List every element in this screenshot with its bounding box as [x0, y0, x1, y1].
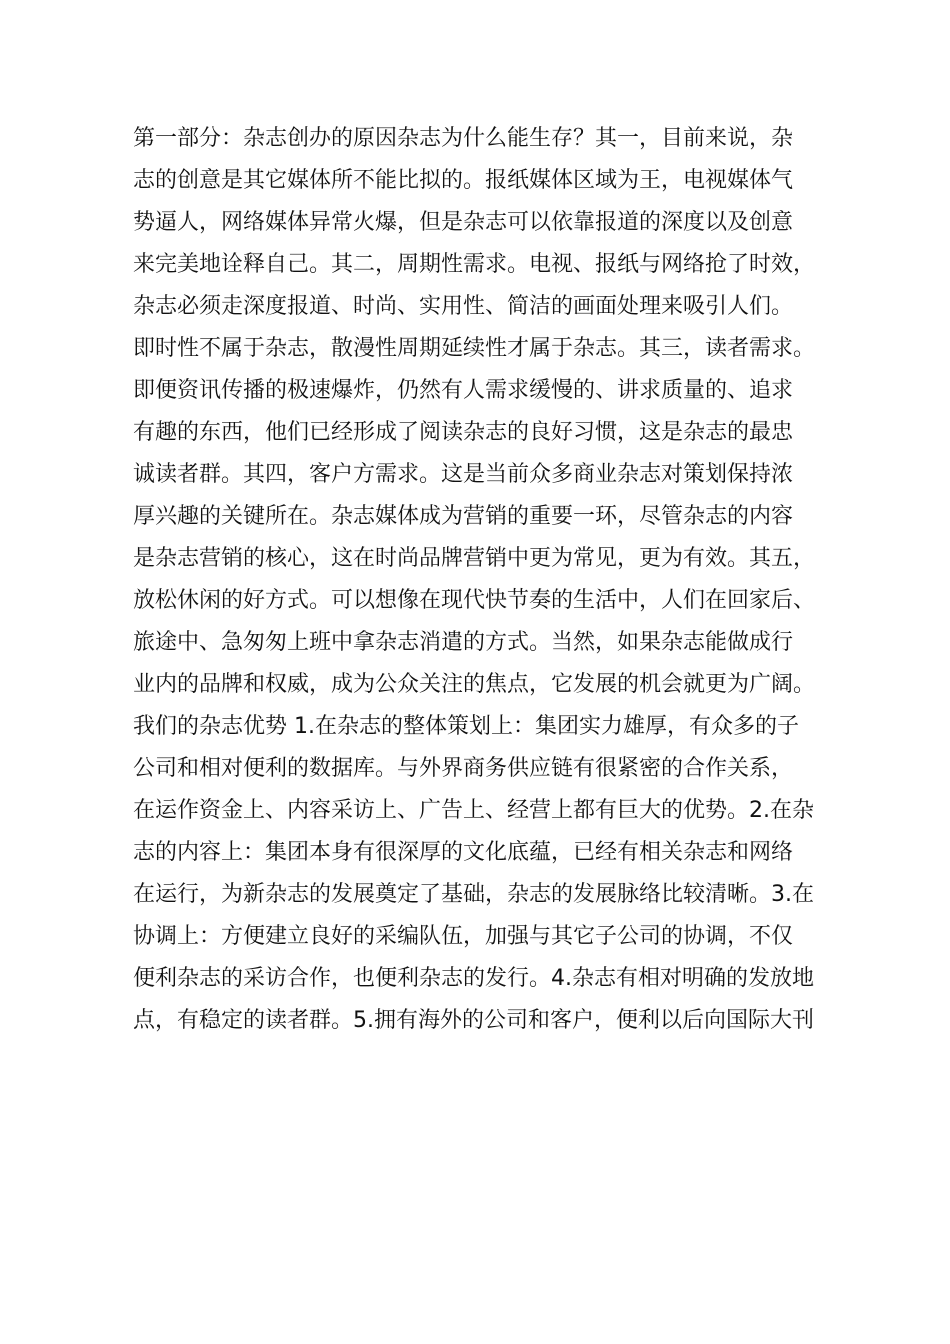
- text-line: 公司和相对便利的数据库。与外界商务供应链有很紧密的合作关系，: [133, 756, 794, 781]
- text-line: 在运行，为新杂志的发展奠定了基础，杂志的发展脉络比较清晰。3.在: [133, 882, 814, 907]
- text-line: 势逼人，网络媒体异常火爆，但是杂志可以依靠报道的深度以及创意: [133, 210, 794, 235]
- text-line: 协调上：方便建立良好的采编队伍，加强与其它子公司的协调，不仅: [133, 924, 794, 949]
- text-line: 即便资讯传播的极速爆炸，仍然有人需求缓慢的、讲求质量的、追求: [133, 378, 794, 403]
- text-line: 杂志必须走深度报道、时尚、实用性、简洁的画面处理来吸引人们。: [133, 294, 794, 319]
- text-line: 志的创意是其它媒体所不能比拟的。报纸媒体区域为王，电视媒体气: [133, 168, 794, 193]
- text-line: 第一部分：杂志创办的原因杂志为什么能生存？其一，目前来说，杂: [133, 126, 794, 151]
- body-text: [133, 118, 873, 1042]
- text-line: 诚读者群。其四，客户方需求。这是当前众多商业杂志对策划保持浓: [133, 462, 794, 487]
- text-line: 厚兴趣的关键所在。杂志媒体成为营销的重要一环，尽管杂志的内容: [133, 504, 794, 529]
- text-line: 放松休闲的好方式。可以想像在现代快节奏的生活中，人们在回家后、: [133, 588, 816, 613]
- text-line: 在运作资金上、内容采访上、广告上、经营上都有巨大的优势。2.在杂: [133, 798, 814, 823]
- text-line: 是杂志营销的核心，这在时尚品牌营销中更为常见，更为有效。其五，: [133, 546, 816, 571]
- text-line: 便利杂志的采访合作，也便利杂志的发行。4.杂志有相对明确的发放地: [133, 966, 814, 991]
- text-line: 志的内容上：集团本身有很深厚的文化底蕴，已经有相关杂志和网络: [133, 840, 794, 865]
- text-line: 有趣的东西，他们已经形成了阅读杂志的良好习惯，这是杂志的最忠: [133, 420, 794, 445]
- text-line: 即时性不属于杂志，散漫性周期延续性才属于杂志。其三，读者需求。: [133, 336, 816, 361]
- text-line: 我们的杂志优势 1.在杂志的整体策划上：集团实力雄厚，有众多的子: [133, 714, 799, 739]
- text-line: 业内的品牌和权威，成为公众关注的焦点，它发展的机会就更为广阔。: [133, 672, 816, 697]
- text-line: 旅途中、急匆匆上班中拿杂志消遣的方式。当然，如果杂志能做成行: [133, 630, 794, 655]
- text-line: 来完美地诠释自己。其二，周期性需求。电视、报纸与网络抢了时效，: [133, 252, 816, 277]
- text-line: 点，有稳定的读者群。5.拥有海外的公司和客户，便利以后向国际大刊: [133, 1008, 814, 1033]
